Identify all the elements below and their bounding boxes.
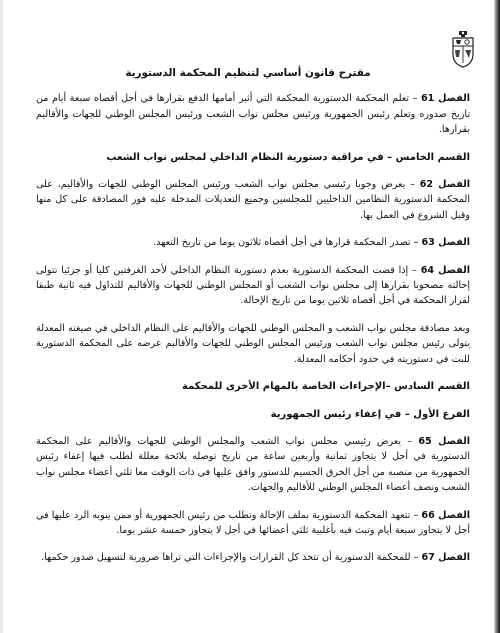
article-label: الفصل 67 <box>421 552 470 564</box>
document-title: مقترح قانون أساسي لتنظيم المحكمة الدستورية <box>125 67 371 79</box>
paragraph-after-article-64: وبعد مصادقة مجلس نواب الشعب و المجلس الوطني للجهات والأقاليم على النظام الداخلي في صيغته المعدلة يتولى رئيس مجلس نواب الشعب ورئيس المجلس الوطني للجهات والأقاليم عرضه على المحكمة الدستورية للبت في دستوريته في حدود أحكامه المعدلة. <box>36 322 470 365</box>
article-text: – إذا قضت المحكمة الدستورية بعدم دستورية النظام الداخلي لأحد الغرفتين كليا أو جزئيا تتولى إحالته مصحوبا بقرارها إلى مجلس نواب الشعب أو المجلس الوطني للجهات والأقاليم للتداول فيه ثانية طبقا لقرار المحكمة في أجل أقصاه ثلاثين يوما من تاريخ الإحالة. <box>36 264 470 307</box>
article-64 <box>36 263 470 309</box>
article-label: الفصل 65 <box>418 435 470 447</box>
article-label: الفصل 66 <box>421 509 470 521</box>
tunisia-coat-of-arms-icon <box>450 30 476 68</box>
article-label: الفصل 64 <box>420 264 470 276</box>
subsection-1-heading: الفرع الأول – في إعفاء رئيس الجمهورية <box>270 408 470 420</box>
document-body <box>36 66 470 578</box>
scan-edge-right <box>494 0 500 633</box>
article-text: – للمحكمة الدستورية أن تتخذ كل القرارات والإجراءات التي تراها ضرورية لتسهيل صدور حكمها. <box>41 552 422 564</box>
article-label: الفصل 62 <box>419 179 470 191</box>
article-66 <box>36 508 470 539</box>
article-text: – يعرض رئيسي مجلس نواب الشعب والمجلس الوطني للجهات والأقاليم على المحكمة الدستورية في أجل لا يتجاوز ثمانية وأربعين ساعة من تاريخ توصله بلائحة معللة لطلب فيها إعفاء رئيس الجمهورية من منصبه من أجل الخرق الجسيم للدستور وافق عليها في ذات الوقت معا ثلثي أعضاء مجلس نواب الشعب ونصف أعضاء المجلس الوطني للأقاليم والجهات. <box>36 435 470 494</box>
article-62 <box>36 177 470 223</box>
article-text: – يعرض وجوبا رئيسي مجلس نواب الشعب ورئيس المجلس الوطني للجهات والأقاليم، على المحكمة الدستورية النظامين الداخليين للمجلسين وجميع التعديلات المدخلة عليه فور المصادقة على كل منها وقبل الشروع في العمل بها. <box>36 179 470 221</box>
article-text: – تصدر المحكمة قرارها في أجل أقصاه ثلاثون يوما من تاريخ التعهد. <box>153 237 422 249</box>
scan-edge-left <box>0 0 3 633</box>
article-67 <box>36 550 470 565</box>
article-label: الفصل 61 <box>420 93 470 105</box>
article-61 <box>36 91 470 137</box>
section-6-heading: القسم السادس –الإجراءات الخاصة بالمهام الأخرى للمحكمة <box>182 381 470 393</box>
article-text: – تعلم المحكمة الدستورية المحكمة التي أثير أمامها الدفع بقرارها في أجل أقصاه سبعة أيام من تاريخ صدوره وتعلم رئيس الجمهورية ورئيس مجلس نواب الشعب ورئيس المجلس الوطني للجهات والأقاليم بقرارها. <box>36 93 470 136</box>
article-text: – تتعهد المحكمة الدستورية بملف الإحالة وتطلب من رئيس الجمهورية أو ممن ينوبه الرد عليها في أجل لا يتجاوز سبعة أيام وتبث فيه بأغلبية ثلثي أعضائها في أجل لا يتجاوز خمسة عشر يوما. <box>36 509 470 536</box>
section-5-heading: القسم الخامس – في مراقبة دستورية النظام الداخلي لمجلس نواب الشعب <box>106 151 470 163</box>
article-65 <box>36 434 470 496</box>
article-label: الفصل 63 <box>421 237 470 249</box>
article-63 <box>36 235 470 250</box>
